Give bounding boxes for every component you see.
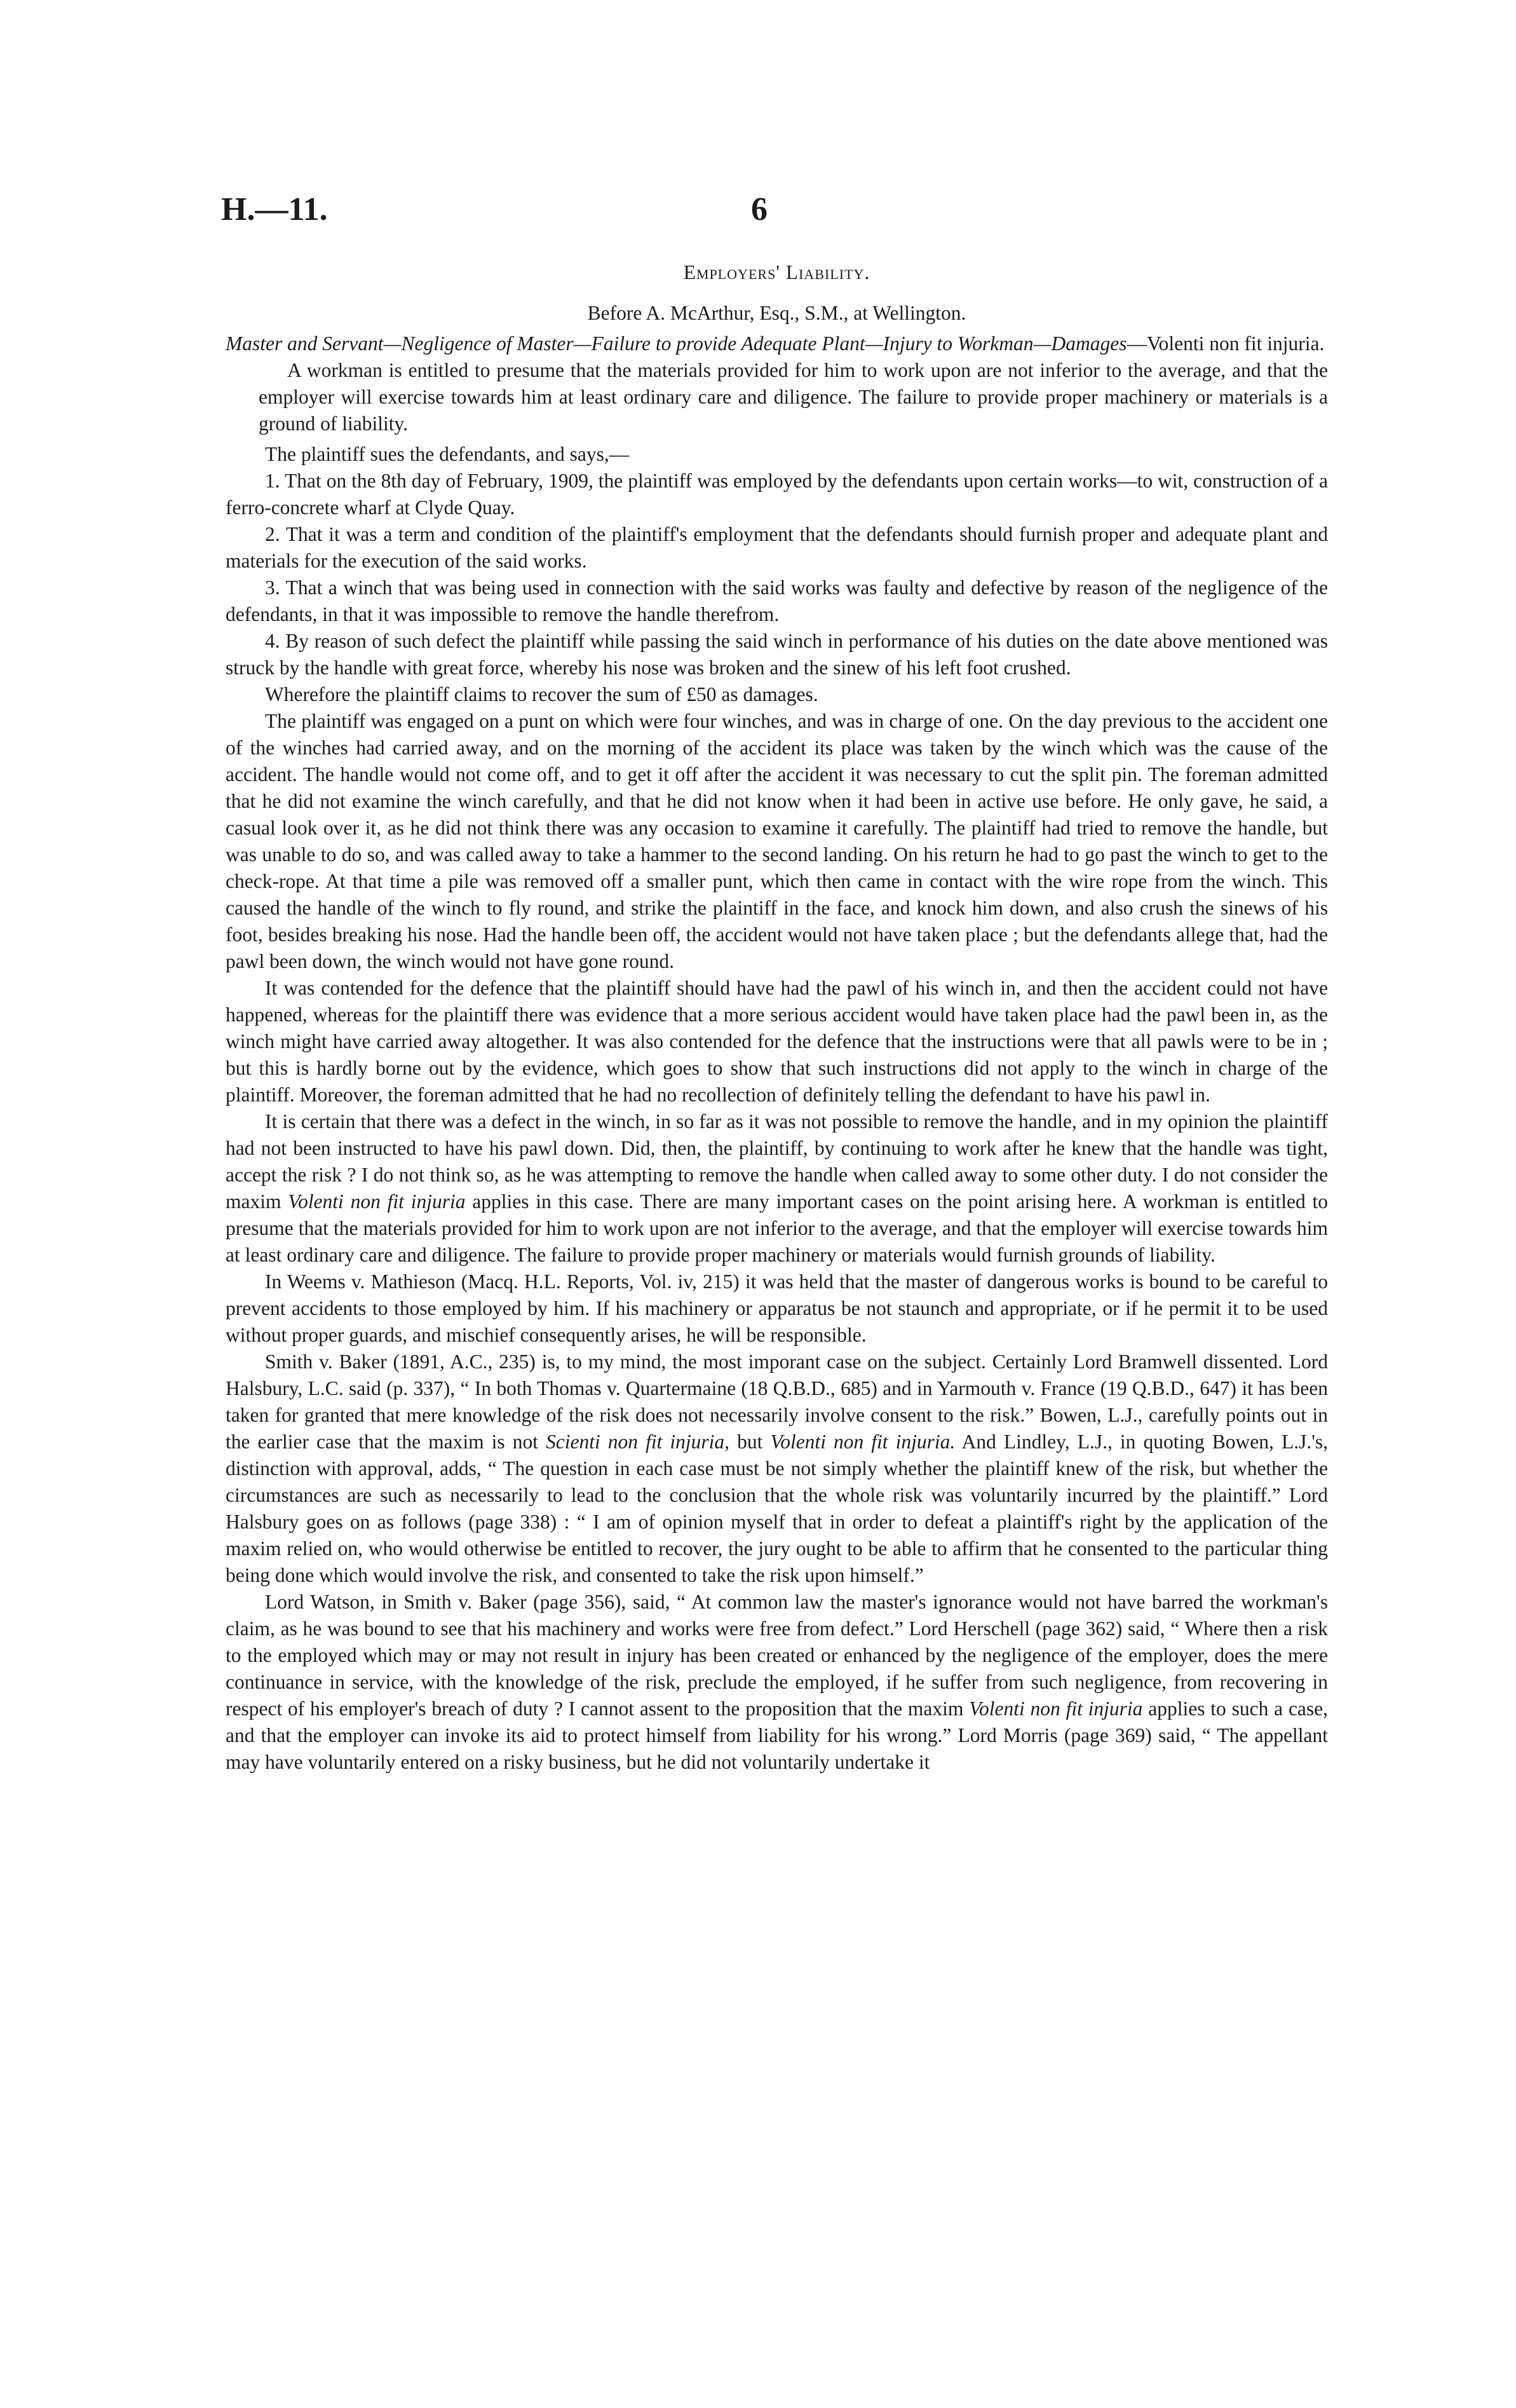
paragraph-text: but (737, 1431, 763, 1453)
maxim-text: Volenti non fit injuria (969, 1697, 1143, 1720)
page-header (0, 191, 1516, 241)
headnote-plain: —Volenti non fit injuria. (1127, 332, 1325, 355)
maxim-text: Scienti non fit injuria, (546, 1431, 730, 1453)
paragraph-claim-4: 4. By reason of such defect the plaintiff while passing the said winch in performance of his duties on the date above mentioned was struck by the handle with great force, whereby his nose was broken and the sinew of his left foot crushed. (226, 630, 1328, 679)
paragraph-claim-1: 1. That on the 8th day of February, 1909, the plaintiff was employed by the defendants upon certain works—to wit, construction of a ferro-concrete wharf at Clyde Quay. (226, 470, 1328, 519)
paragraph-lord-watson (226, 1589, 1328, 1776)
paragraph-wherefore: Wherefore the plaintiff claims to recover the sum of £50 as damages. (265, 683, 818, 705)
paragraph-sues: The plaintiff sues the defendants, and says,— (265, 443, 630, 465)
maxim-text: Volenti non fit injuria. (770, 1431, 956, 1453)
paragraph-text: applies in this case. There are many important cases on the point arising here. A workman is entitled to presume that the materials provided for him to work upon are not inferior to the average, and that the employer will exercise towards him at least ordinary care and diligence. The failure to provide proper machinery or materials would furnish grounds of liability. (226, 1190, 1329, 1266)
paragraph-claim-2: 2. That it was a term and condition of the plaintiff's employment that the defendants should furnish proper and adequate plant and materials for the execution of the said works. (226, 523, 1328, 572)
paragraph-smith-baker (226, 1349, 1328, 1589)
document-body (226, 259, 1328, 1776)
page-number: 6 (751, 191, 768, 228)
paragraph-claim-3: 3. That a winch that was being used in connection with the said works was faulty and defective by reason of the negligence of the defendants, in that it was impossible to remove the handle therefrom. (226, 576, 1328, 625)
case-headnote (226, 330, 1328, 357)
case-summary: A workman is entitled to presume that the materials provided for him to work upon are not inferior to the average, and that the employer will exercise towards him at least ordinary care and diligence. The failure to provide proper machinery or materials is a ground of liability. (259, 359, 1328, 435)
paragraph-text: applies to such a case, and that the employer can invoke its aid to protect himself from liability for his wrong.” Lord Morris (page 369) said, “ The appellant may have voluntarily entered on a risky business, but he did not voluntarily undertake it (226, 1697, 1329, 1773)
headnote-italic: Master and Servant—Negligence of Master—Failure to provide Adequate Plant—Injury to Workman—Damages (226, 332, 1127, 355)
court-subtitle: Before A. McArthur, Esq., S.M., at Wellington. (587, 302, 966, 324)
paragraph-facts: The plaintiff was engaged on a punt on which were four winches, and was in charge of one. On the day previous to the accident one of the winches had carried away, and on the morning of the accident its place was taken by the winch which was the cause of the accident. The handle would not come off, and to get it off after the accident it was necessary to cut the split pin. The foreman admitted that he did not examine the winch carefully, and that he did not know when it had been in active use before. He only gave, he said, a casual look over it, as he did not think there was any occasion to examine it carefully. The plaintiff had tried to remove the handle, but was unable to do so, and was called away to take a hammer to the second landing. On his return he had to go past the winch to get to the check-rope. At that time a pile was removed off a smaller punt, which then came in contact with the wire rope from the winch. This caused the handle of the winch to fly round, and strike the plaintiff in the face, and knock him down, and also crush the sinews of his foot, besides breaking his nose. Had the handle been off, the accident would not have taken place ; but the defendants allege that, had the pawl been down, the winch would not have gone round. (226, 710, 1328, 972)
paragraph-text: Smith v. Baker (1891, A.C., 235) is, to my mind, the most imporant case on the subject. Certainly Lord Bramwell dissented. Lord Halsbury, L.C. said (p. 337), “ In both Thomas v. Quartermaine (18 Q.B.D., 685) and in Yarmouth v. France (19 Q.B.D., 647) it has been taken for granted that mere knowledge of the risk does not necessarily involve consent to the risk.” Bowen, L.J., carefully points out in the earlier case that the maxim is not (226, 1350, 1328, 1453)
paragraph-opinion (226, 1108, 1328, 1269)
paragraph-text: And Lindley, L.J., in quoting Bowen, L.J.'s, distinction with approval, adds, “ The question in each case must be not simply whether the plaintiff knew of the risk, but whether the circumstances are such as necessarily to lead to the conclusion that the whole risk was voluntarily incurred by the plaintiff.” Lord Halsbury goes on as follows (page 338) : “ I am of opinion myself that in order to defeat a plaintiff's right by the application of the maxim relied on, who would otherwise be entitled to recover, the jury ought to be able to affirm that he consented to the particular thing being done which would involve the risk, and consented to take the risk upon himself.” (226, 1431, 1329, 1586)
paragraph-defence: It was contended for the defence that the plaintiff should have had the pawl of his winch in, and then the accident could not have happened, whereas for the plaintiff there was evidence that a more serious accident would have taken place had the pawl been in, as the winch might have carried away altogether. It was also contended for the defence that the instructions were that all pawls were to be in ; but this is hardly borne out by the evidence, which goes to show that such instructions did not apply to the winch in charge of the plaintiff. Moreover, the foreman admitted that he had no recollection of definitely telling the defendant to have his pawl in. (226, 977, 1328, 1106)
section-title: Employers' Liability. (683, 261, 870, 283)
paragraph-text: It is certain that there was a defect in the winch, in so far as it was not possible to remove the handle, and in my opinion the plaintiff had not been instructed to have his pawl down. Did, then, the plaintiff, by continuing to work after he knew that the handle was tight, accept the risk ? I do not think so, as he was attempting to remove the handle when called away to some other duty. I do not consider the maxim (226, 1110, 1328, 1213)
maxim-text: Volenti non fit injuria (288, 1190, 466, 1213)
document-number: H.—11. (221, 191, 328, 228)
paragraph-weems: In Weems v. Mathieson (Macq. H.L. Reports, Vol. iv, 215) it was held that the master of dangerous works is bound to be careful to prevent accidents to those employed by him. If his machinery or apparatus be not staunch and appropriate, or if he permit it to be used without proper guards, and mischief consequently arises, he will be responsible. (226, 1270, 1328, 1346)
paragraph-text: Lord Watson, in Smith v. Baker (page 356), said, “ At common law the master's ignorance would not have barred the workman's claim, as he was bound to see that his machinery and works were free from defect.” Lord Herschell (page 362) said, “ Where then a risk to the employed which may or may not result in injury has been created or enhanced by the negligence of the employer, does the mere continuance in service, with the knowledge of the risk, preclude the employed, if he suffer from such negligence, from recovering in respect of his employer's breach of duty ? I cannot assent to the proposition that the maxim (226, 1591, 1328, 1720)
